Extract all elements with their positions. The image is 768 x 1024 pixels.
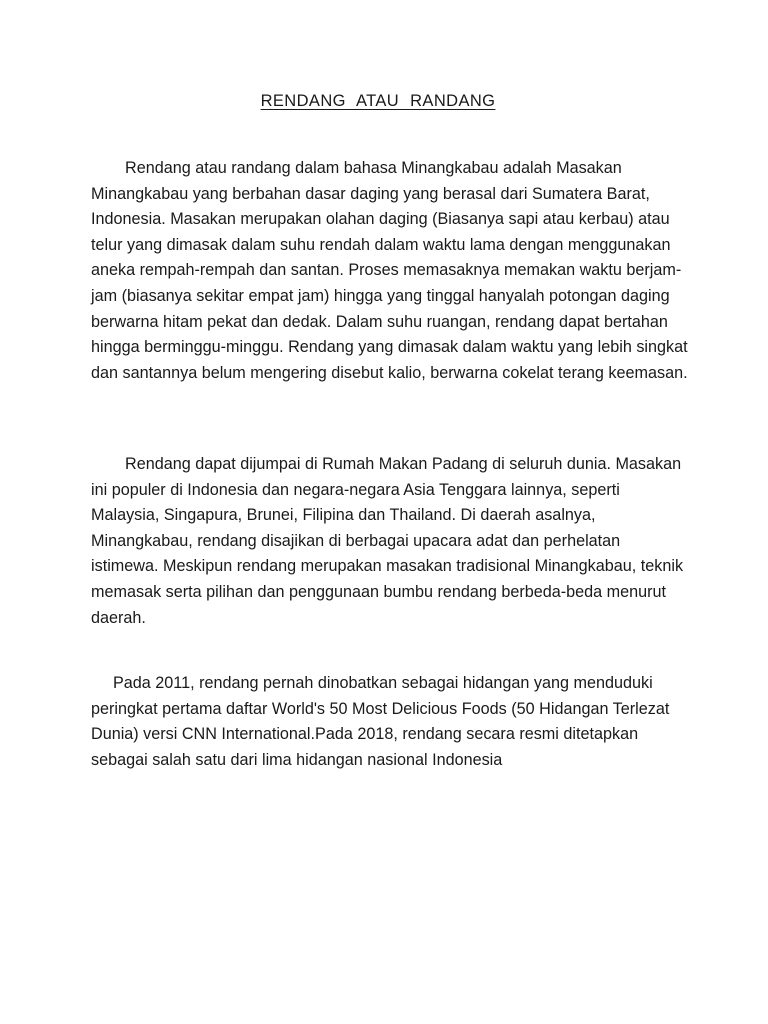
paragraph-2: Rendang dapat dijumpai di Rumah Makan Padang di seluruh dunia. Masakan ini populer di Indonesia dan negara-negara Asia Tenggara lainnya, seperti Malaysia, Singapura, Brunei, Filipina dan Thailand. Di daerah asalnya, Minangkabau, rendang disajikan di berbagai upacara adat dan perhelatan istimewa. Meskipun rendang merupakan masakan tradisional Minangkabau, teknik memasak serta pilihan dan penggunaan bumbu rendang berbeda-beda menurut daerah.	[91, 455, 684, 627]
document-title: RENDANG ATAU RANDANG	[260, 92, 496, 110]
paragraph-3: Pada 2011, rendang pernah dinobatkan sebagai hidangan yang menduduki peringkat pertama daftar World's 50 Most Delicious Foods (50 Hidangan Terlezat Dunia) versi CNN International.Pada 2018, rendang secara resmi ditetapkan sebagai salah satu dari lima hidangan nasional Indonesia	[91, 674, 670, 769]
paragraph-1: Rendang atau randang dalam bahasa Minangkabau adalah Masakan Minangkabau yang berbahan dasar daging yang berasal dari Sumatera Barat, Indonesia. Masakan merupakan olahan daging (Biasanya sapi atau kerbau) atau telur yang dimasak dalam suhu rendah dalam waktu lama dengan menggunakan aneka rempah-rempah dan santan. Proses memasaknya memakan waktu berjam-jam (biasanya sekitar empat jam) hingga yang tinggal hanyalah potongan daging berwarna hitam pekat dan dedak. Dalam suhu ruangan, rendang dapat bertahan hingga berminggu-minggu. Rendang yang dimasak dalam waktu yang lebih singkat dan santannya belum mengering disebut kalio, berwarna cokelat terang keemasan.	[91, 159, 688, 382]
